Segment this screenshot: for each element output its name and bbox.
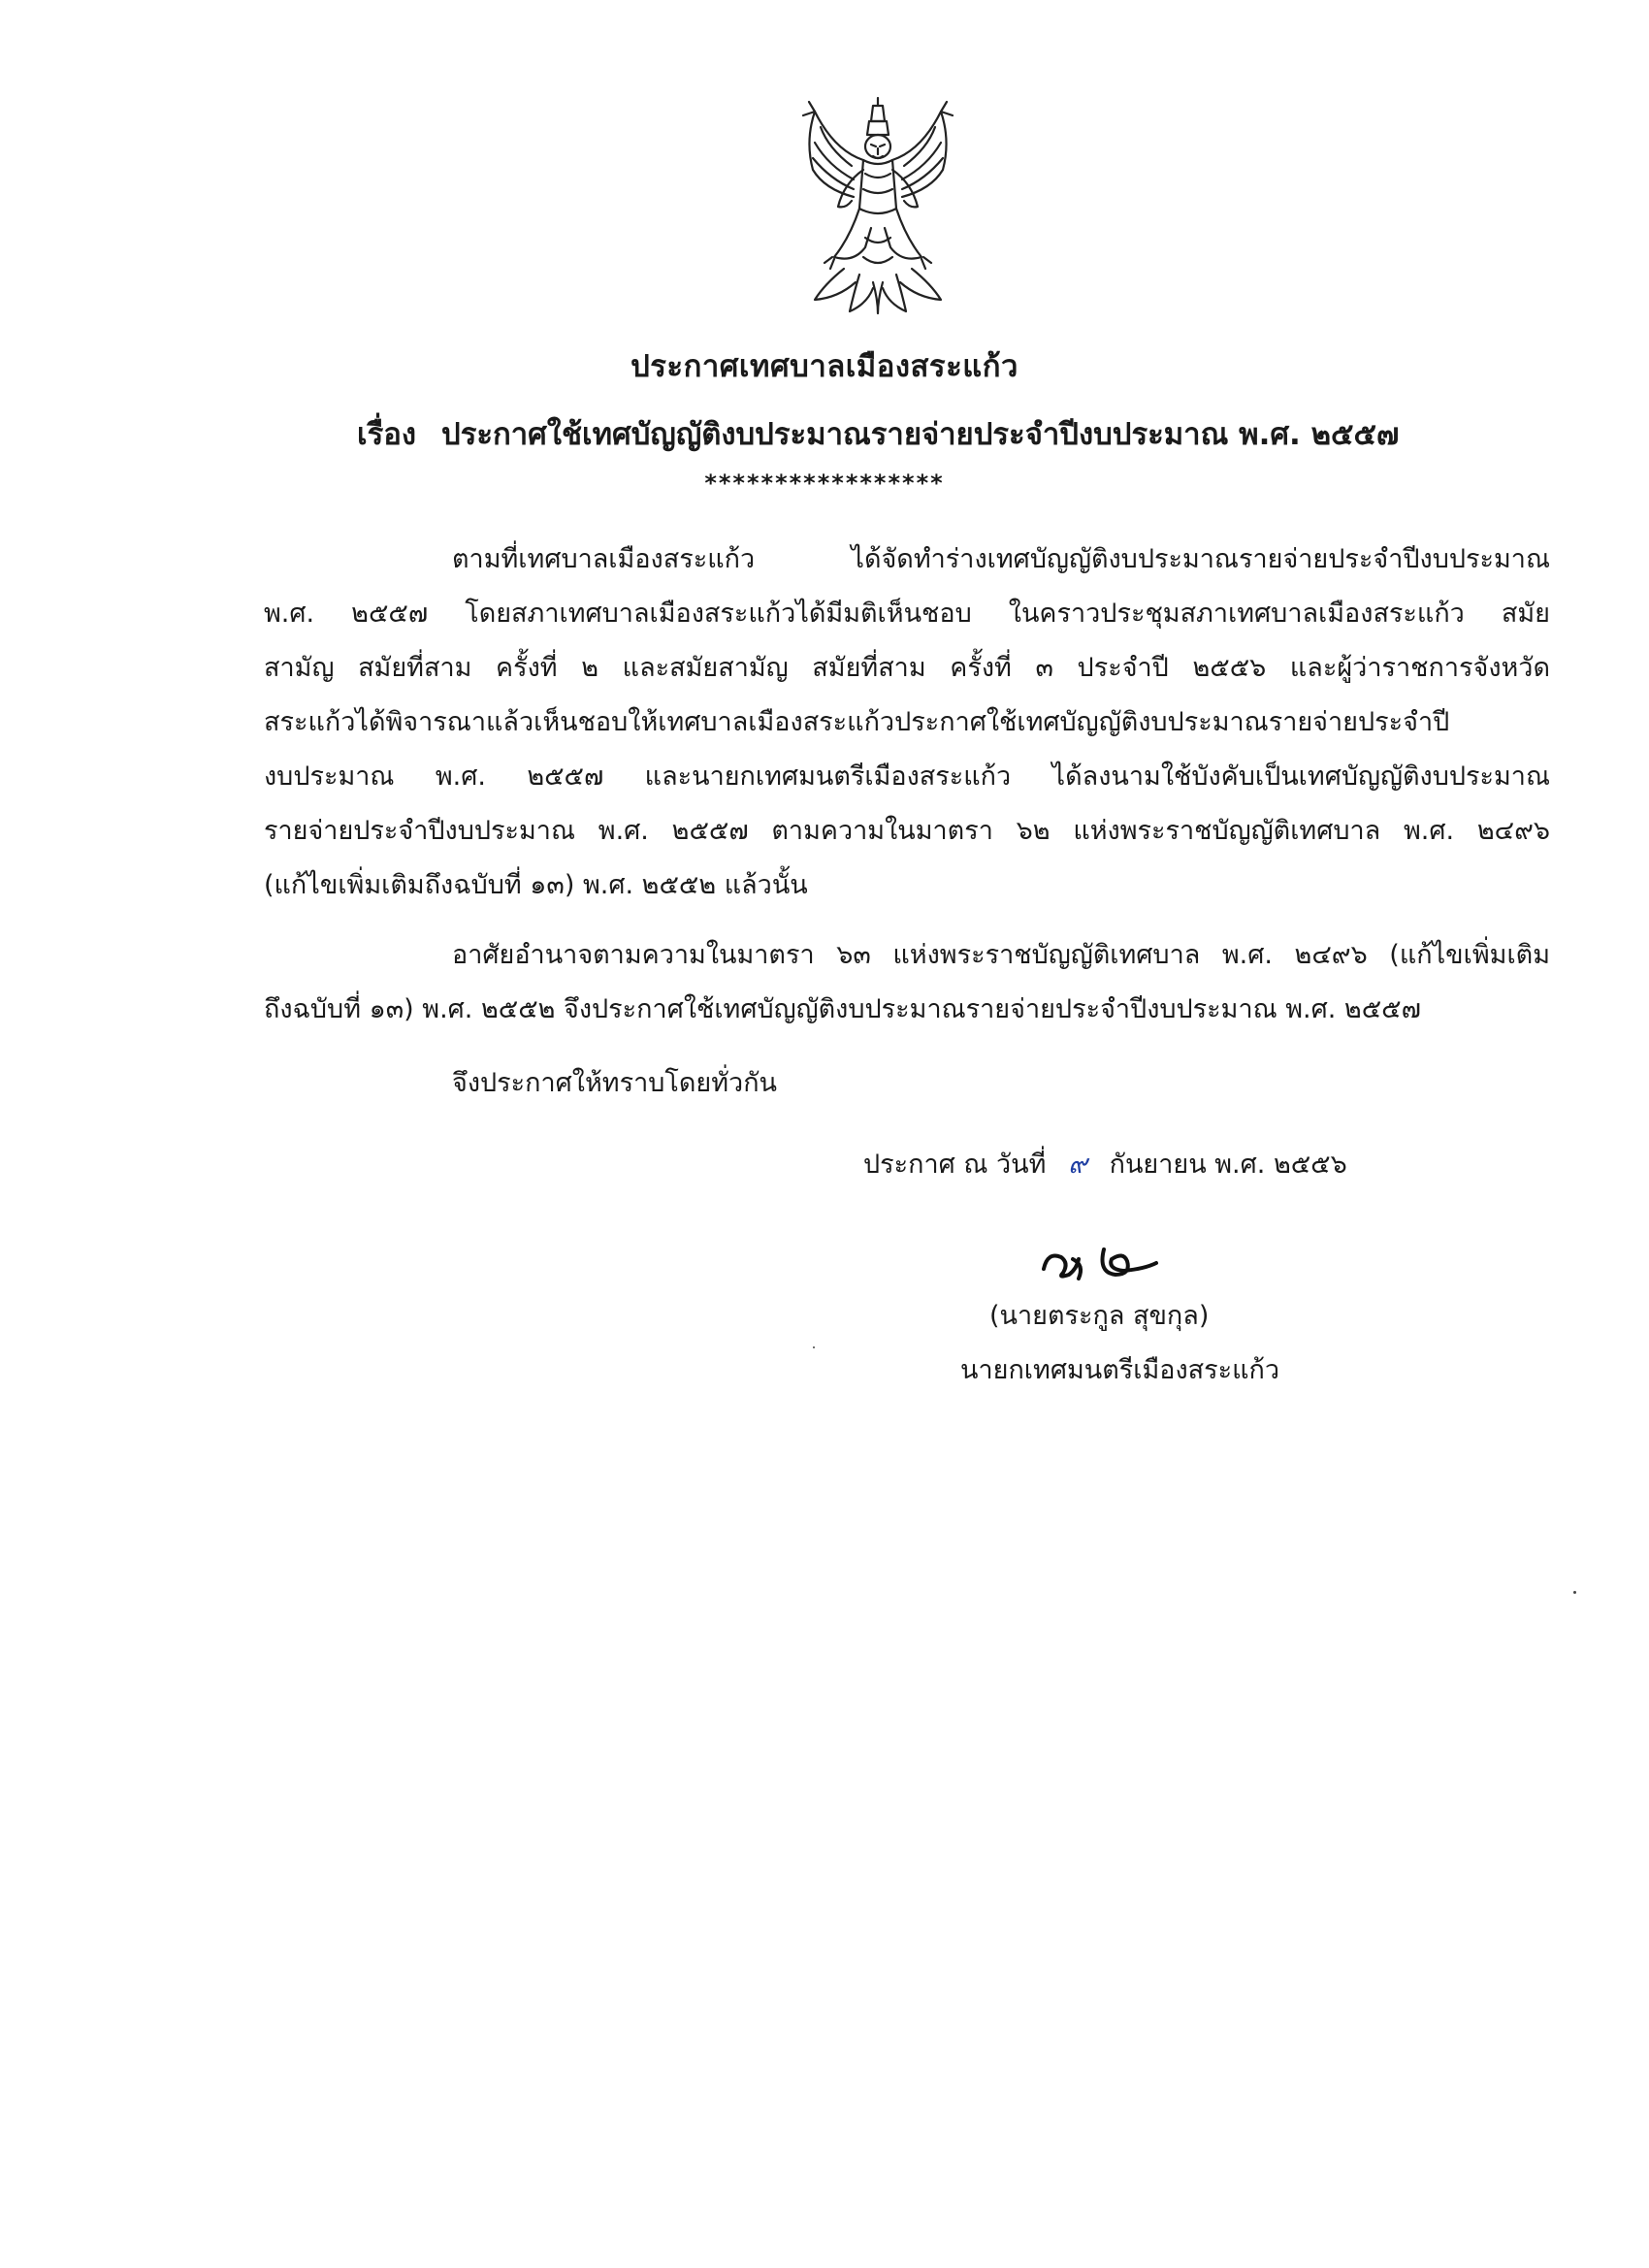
signatory-name: (นายตระกูล สุขกุล) <box>989 1301 1210 1331</box>
body-line: ถึงฉบับที่ ๑๓) พ.ศ. ๒๕๕๒ จึงประกาศใช้เทศบัญญัติงบประมาณรายจ่ายประจำปีงบประมาณ พ.ศ. ๒๕๕๗ <box>264 994 1421 1024</box>
body-line: (แก้ไขเพิ่มเติมถึงฉบับที่ ๑๓) พ.ศ. ๒๕๕๒ แล้วนั้น <box>264 870 808 900</box>
body-line: อาศัยอำนาจตามความในมาตรา ๖๓ แห่งพระราชบัญญัติเทศบาล พ.ศ. ๒๔๙๖ (แก้ไขเพิ่มเติม <box>452 940 1550 970</box>
subject-text: ประกาศใช้เทศบัญญัติงบประมาณรายจ่ายประจำปีงบประมาณ พ.ศ. ๒๕๕๗ <box>441 417 1400 452</box>
scan-speck <box>1573 1591 1576 1594</box>
body-line: รายจ่ายประจำปีงบประมาณ พ.ศ. ๒๕๕๗ ตามความในมาตรา ๖๒ แห่งพระราชบัญญัติเทศบาล พ.ศ. ๒๔๙๖ <box>264 816 1550 846</box>
body-line: ตามที่เทศบาลเมืองสระแก้ว ได้จัดทำร่างเทศบัญญัติงบประมาณรายจ่ายประจำปีงบประมาณ <box>452 544 1550 574</box>
date-prefix: ประกาศ ณ วันที่ <box>863 1150 1047 1180</box>
garuda-emblem-icon <box>795 92 960 317</box>
announcement-date <box>863 1143 1347 1184</box>
date-day: ๙ <box>1068 1150 1087 1180</box>
subject-label: เรื่อง <box>357 417 417 452</box>
signatory-position: นายกเทศมนตรีเมืองสระแก้ว <box>960 1355 1280 1385</box>
announcement-title: ประกาศเทศบาลเมืองสระแก้ว <box>630 349 1018 384</box>
separator-asterisks: ***************** <box>704 470 945 497</box>
body-line: สระแก้วได้พิจารณาแล้วเห็นชอบให้เทศบาลเมืองสระแก้วประกาศใช้เทศบัญญัติงบประมาณรายจ่ายประจำปี <box>264 707 1450 737</box>
date-suffix: กันยายน พ.ศ. ๒๕๕๖ <box>1109 1150 1347 1180</box>
closing-statement: จึงประกาศให้ทราบโดยทั่วกัน <box>452 1068 777 1098</box>
body-line: พ.ศ. ๒๕๕๗ โดยสภาเทศบาลเมืองสระแก้วได้มีมติเห็นชอบ ในคราวประชุมสภาเทศบาลเมืองสระแก้ว สมัย <box>264 599 1550 629</box>
body-line: งบประมาณ พ.ศ. ๒๕๕๗ และนายกเทศมนตรีเมืองสระแก้ว ได้ลงนามใช้บังคับเป็นเทศบัญญัติงบประมาณ <box>264 761 1550 792</box>
handwritten-signature <box>1030 1230 1176 1298</box>
announcement-subject <box>357 409 1399 458</box>
body-line: สามัญ สมัยที่สาม ครั้งที่ ๒ และสมัยสามัญ สมัยที่สาม ครั้งที่ ๓ ประจำปี ๒๕๕๖ และผู้ว่าราชการจังหวัด <box>264 653 1550 683</box>
scan-speck <box>813 1346 815 1348</box>
